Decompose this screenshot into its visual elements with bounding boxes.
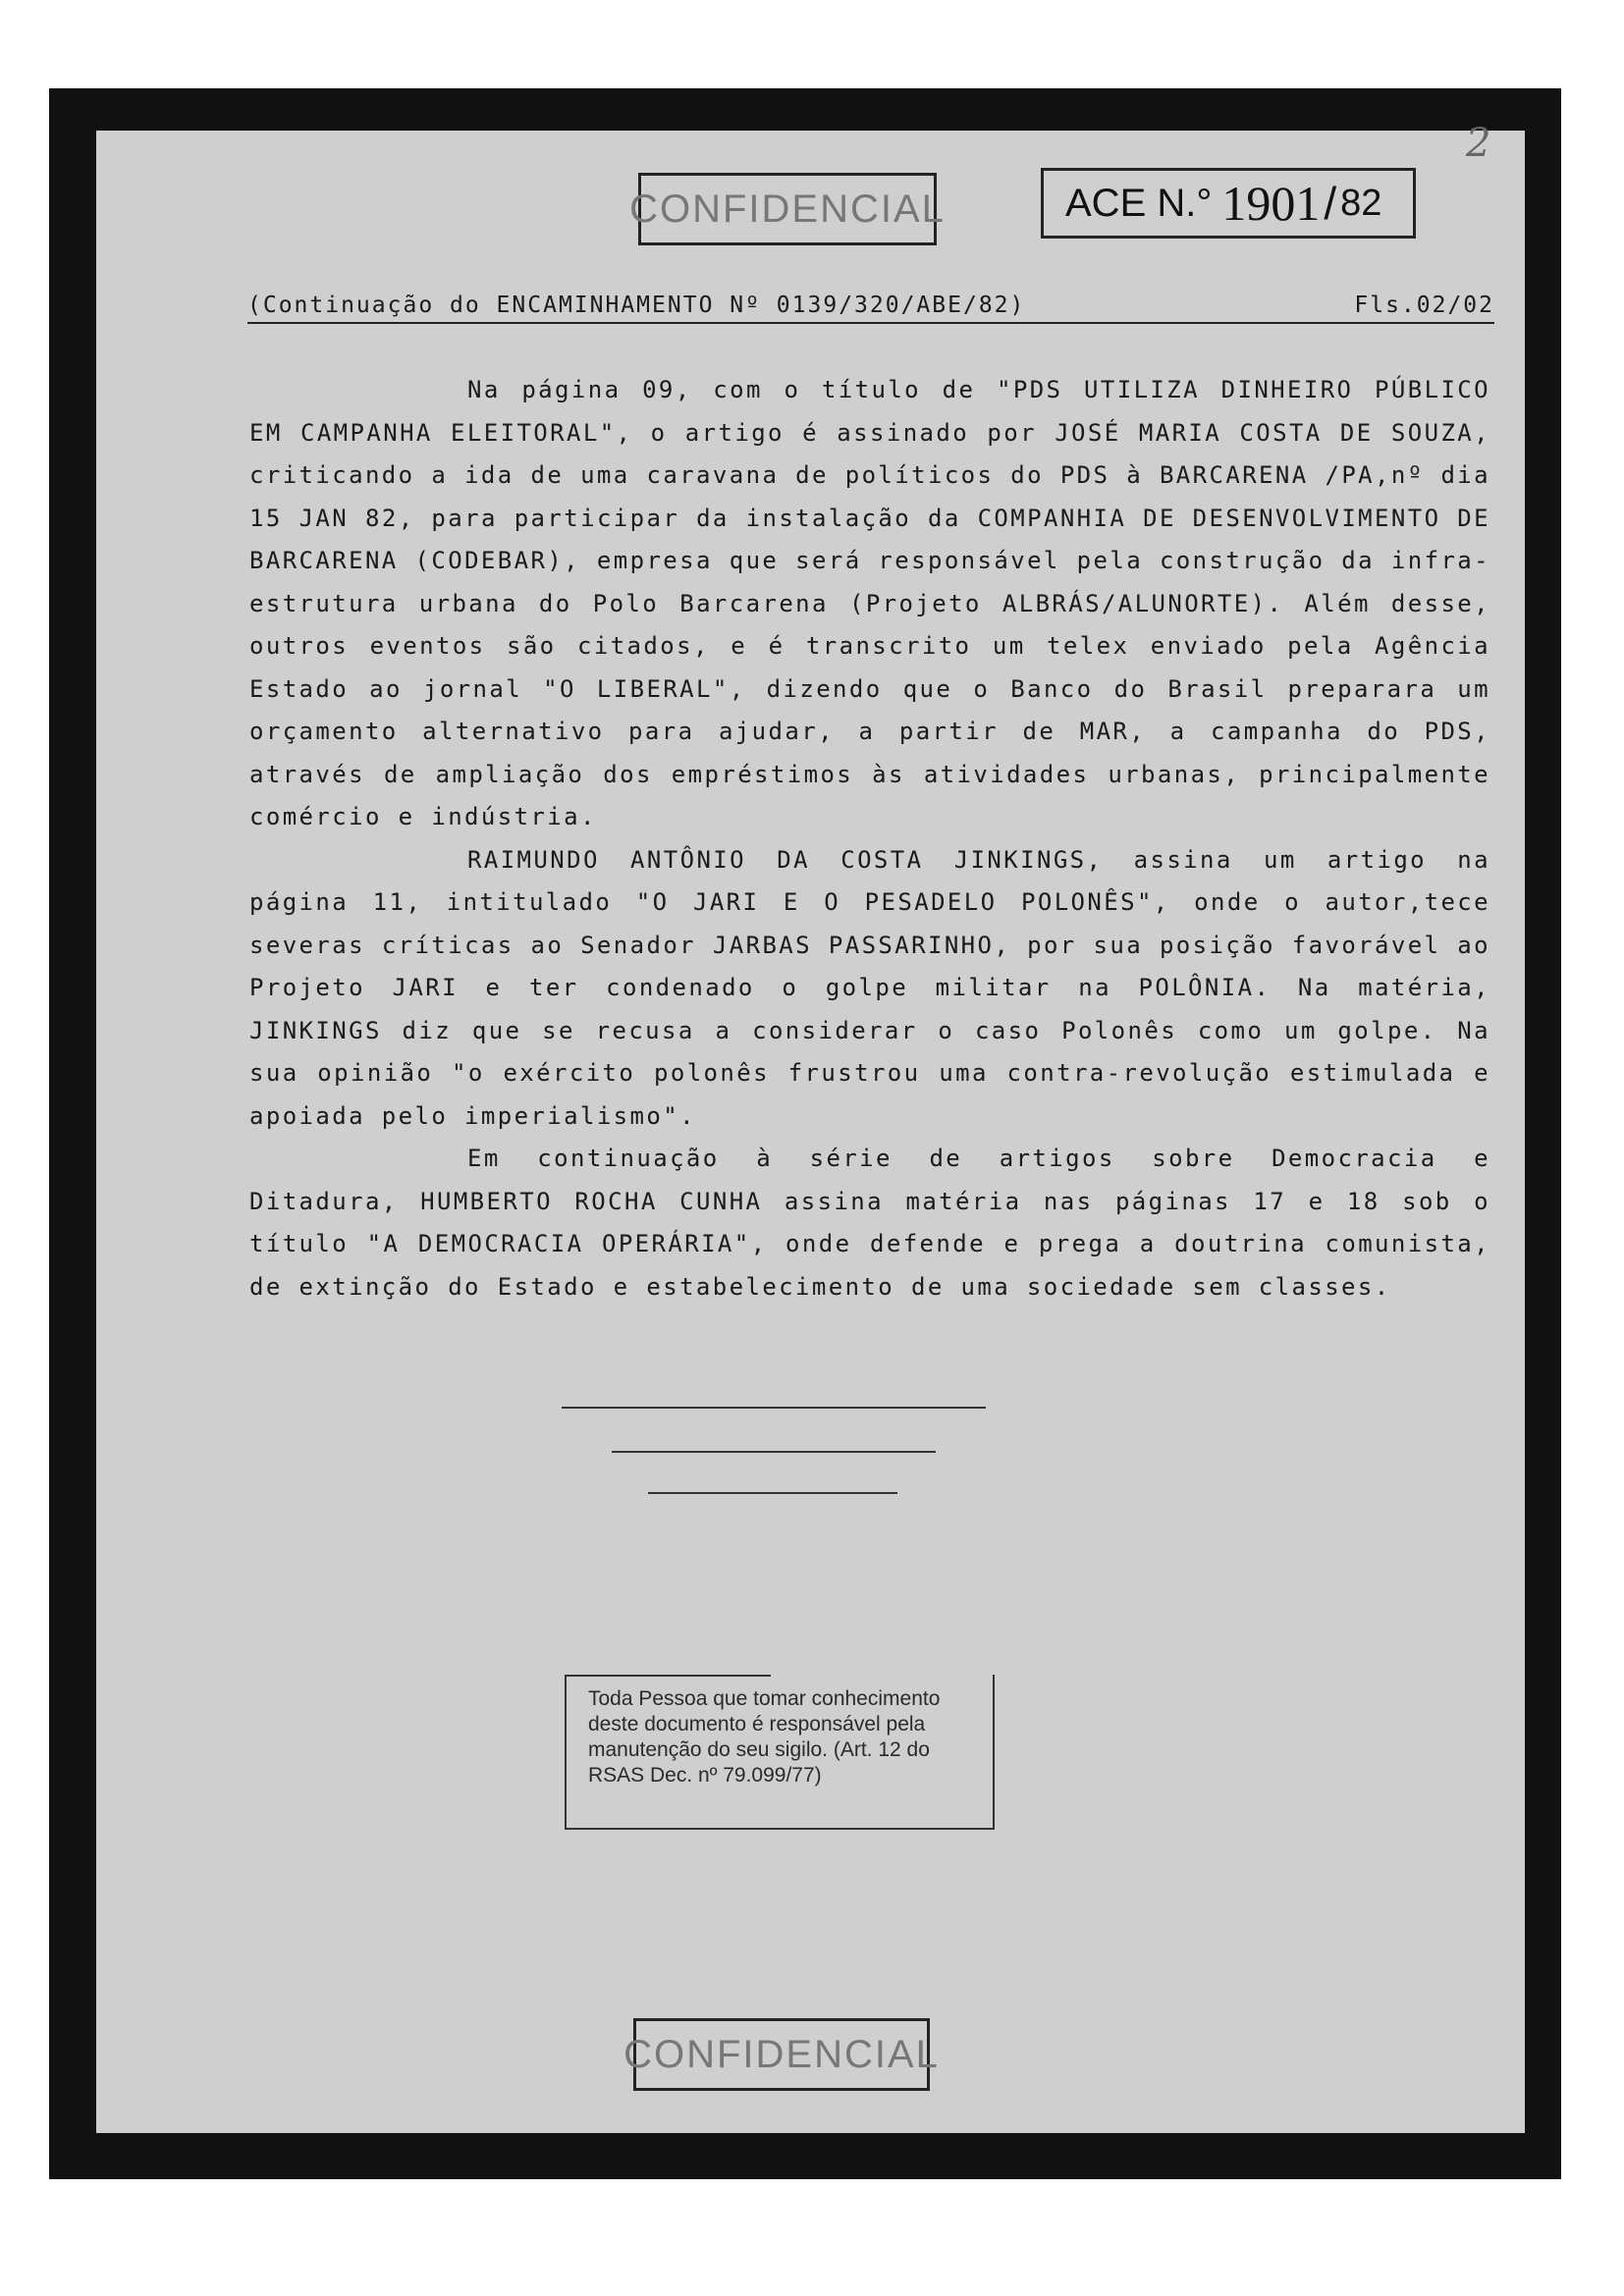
document-header: [247, 293, 1494, 324]
continuation-reference: (Continuação do ENCAMINHAMENTO Nº 0139/320/ABE/82): [247, 293, 1026, 318]
closing-rule-1: [562, 1407, 986, 1409]
paragraph-2: RAIMUNDO ANTÔNIO DA COSTA JINKINGS, assina um artigo na página 11, intitulado "O JARI E O PESADELO POLONÊS", onde o autor,tece severas críticas ao Senador JARBAS PASSARINHO, por sua posição favorável ao Projeto JARI e ter condenado o golpe militar na POLÔNIA. Na matéria, JINKINGS diz que se recusa a considerar o caso Polonês como um golpe. Na sua opinião "o exército polonês frustrou uma contra-revolução estimulada e apoiada pelo imperialismo".: [249, 845, 1490, 1130]
folio-mark: 2: [1466, 121, 1491, 166]
closing-rule-2: [612, 1451, 936, 1453]
page-number: Fls.02/02: [1354, 293, 1494, 318]
ace-separator: /: [1324, 178, 1337, 229]
closing-rule-3: [648, 1492, 897, 1494]
paragraph-3: Em continuação à série de artigos sobre Democracia e Ditadura, HUMBERTO ROCHA CUNHA assina matéria nas páginas 17 e 18 sob o título "A DEMOCRACIA OPERÁRIA", onde defende e prega a doutrina comunista, de extinção do Estado e estabelecimento de uma sociedade sem classes.: [249, 1145, 1490, 1301]
ace-number-stamp: [1041, 168, 1416, 239]
document-page: [96, 121, 1525, 2133]
document-body: [249, 369, 1490, 1308]
confidentiality-notice: Toda Pessoa que tomar conhecimento deste documento é responsável pela manutenção do seu sigilo. (Art. 12 do RSAS Dec. nº 79.099/77): [565, 1675, 995, 1830]
ace-year: 82: [1340, 182, 1382, 224]
paragraph-1: Na página 09, com o título de "PDS UTILIZA DINHEIRO PÚBLICO EM CAMPANHA ELEITORAL", o artigo é assinado por JOSÉ MARIA COSTA DE SOUZA, criticando a ida de uma caravana de políticos do PDS à BARCARENA /PA,nº dia 15 JAN 82, para participar da instalação da COMPANHIA DE DESENVOLVIMENTO DE BARCARENA (CODEBAR), empresa que será responsável pela construção da infra-estrutura urbana do Polo Barcarena (Projeto ALBRÁS/ALUNORTE). Além desse, outros eventos são citados, e é transcrito um telex enviado pela Agência Estado ao jornal "O LIBERAL", dizendo que o Banco do Brasil preparara um orçamento alternativo para ajudar, a partir de MAR, a campanha do PDS, através de ampliação dos empréstimos às atividades urbanas, principalmente comércio e indústria.: [249, 376, 1490, 830]
confidential-stamp-top: CONFIDENCIAL: [638, 173, 937, 245]
ace-number: 1901: [1221, 176, 1321, 231]
ace-label: ACE N.°: [1065, 181, 1213, 225]
confidential-stamp-bottom: CONFIDENCIAL: [633, 2018, 930, 2091]
